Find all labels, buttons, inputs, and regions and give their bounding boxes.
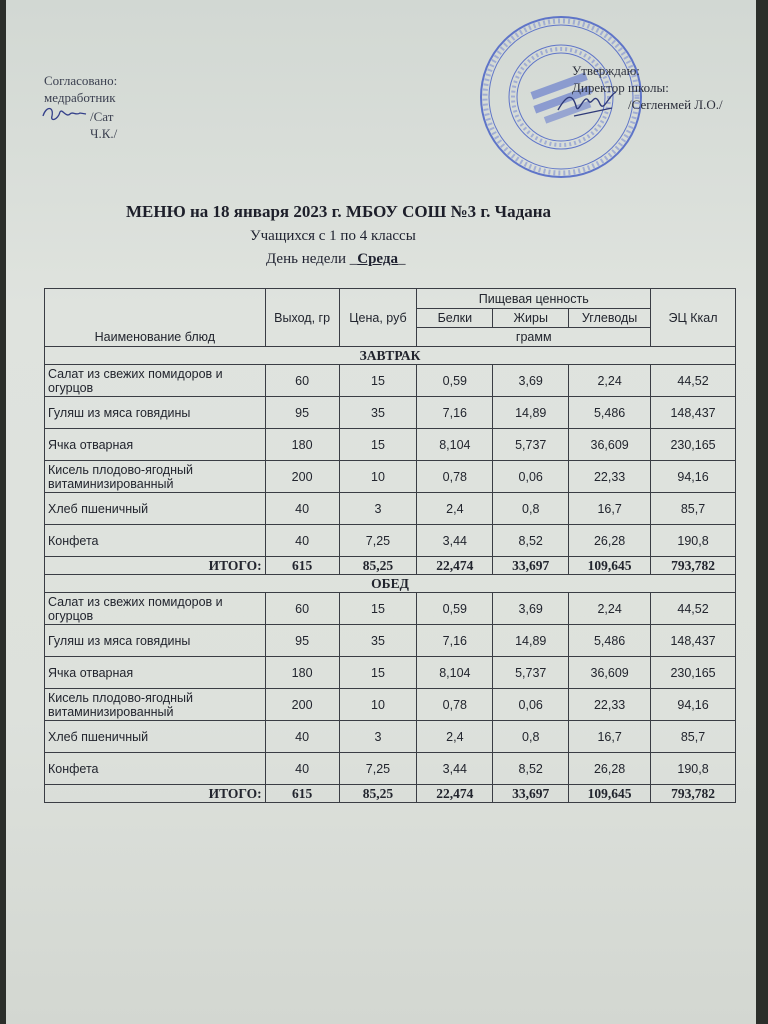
cell-price: 15	[339, 657, 417, 689]
cell-proteins: 3,44	[417, 753, 493, 785]
dish-name: Ячка отварная	[45, 657, 266, 689]
cell-fats: 8,52	[493, 753, 569, 785]
total-output: 615	[265, 557, 339, 575]
cell-kcal: 44,52	[651, 365, 736, 397]
cell-kcal: 85,7	[651, 721, 736, 753]
cell-output: 95	[265, 625, 339, 657]
total-output: 615	[265, 785, 339, 803]
cell-output: 180	[265, 657, 339, 689]
approval-signature-name: /Сат Ч.К./	[90, 109, 118, 141]
cell-output: 200	[265, 461, 339, 493]
dish-name: Хлеб пшеничный	[45, 493, 266, 525]
table-row	[45, 461, 736, 493]
cell-kcal: 44,52	[651, 593, 736, 625]
cell-kcal: 148,437	[651, 625, 736, 657]
cell-proteins: 8,104	[417, 657, 493, 689]
cell-kcal: 230,165	[651, 429, 736, 461]
table-row	[45, 493, 736, 525]
cell-carbs: 16,7	[569, 721, 651, 753]
cell-price: 3	[339, 493, 417, 525]
col-header-fats: Жиры	[493, 309, 569, 328]
total-kcal: 793,782	[651, 557, 736, 575]
approval-label: Согласовано:	[44, 73, 118, 88]
total-proteins: 22,474	[417, 557, 493, 575]
table-row	[45, 657, 736, 689]
cell-fats: 0,06	[493, 689, 569, 721]
cell-output: 95	[265, 397, 339, 429]
total-proteins: 22,474	[417, 785, 493, 803]
total-price: 85,25	[339, 557, 417, 575]
cell-proteins: 8,104	[417, 429, 493, 461]
section-row	[45, 575, 736, 593]
approval-block	[44, 72, 118, 141]
director-signature-icon	[554, 86, 624, 122]
cell-price: 15	[339, 429, 417, 461]
cell-output: 60	[265, 365, 339, 397]
cell-carbs: 5,486	[569, 625, 651, 657]
total-carbs: 109,645	[569, 785, 651, 803]
cell-carbs: 26,28	[569, 525, 651, 557]
cell-proteins: 3,44	[417, 525, 493, 557]
cell-kcal: 230,165	[651, 657, 736, 689]
cell-proteins: 0,59	[417, 365, 493, 397]
dish-name: Салат из свежих помидоров и огурцов	[45, 593, 266, 625]
total-label: ИТОГО:	[45, 785, 266, 803]
approval-signature-row	[44, 106, 118, 141]
col-header-dish-name: Наименование блюд	[45, 289, 266, 347]
cell-price: 35	[339, 397, 417, 429]
dish-name: Конфета	[45, 525, 266, 557]
section-title: ЗАВТРАК	[45, 347, 736, 365]
table-row	[45, 365, 736, 397]
col-header-carbs: Углеводы	[569, 309, 651, 328]
cell-fats: 14,89	[493, 625, 569, 657]
approval-role: медработник	[44, 90, 116, 105]
cell-kcal: 148,437	[651, 397, 736, 429]
cell-price: 15	[339, 593, 417, 625]
total-row	[45, 785, 736, 803]
dish-name: Хлеб пшеничный	[45, 721, 266, 753]
cell-output: 40	[265, 525, 339, 557]
confirmation-role: Директор школы:	[572, 80, 669, 95]
cell-price: 10	[339, 689, 417, 721]
cell-carbs: 2,24	[569, 365, 651, 397]
col-header-output: Выход, гр	[265, 289, 339, 347]
cell-output: 40	[265, 493, 339, 525]
approval-signature-icon	[40, 102, 88, 124]
cell-output: 40	[265, 753, 339, 785]
cell-fats: 8,52	[493, 525, 569, 557]
col-header-energy: ЭЦ Ккал	[651, 289, 736, 347]
cell-carbs: 16,7	[569, 493, 651, 525]
cell-carbs: 26,28	[569, 753, 651, 785]
cell-proteins: 0,78	[417, 689, 493, 721]
col-header-nutrition: Пищевая ценность	[417, 289, 651, 309]
cell-output: 60	[265, 593, 339, 625]
table-row	[45, 625, 736, 657]
confirmation-label: Утверждаю:	[572, 63, 640, 78]
cell-kcal: 190,8	[651, 525, 736, 557]
dish-name: Кисель плодово-ягодный витаминизированный	[45, 689, 266, 721]
dish-name: Конфета	[45, 753, 266, 785]
cell-carbs: 36,609	[569, 657, 651, 689]
cell-kcal: 190,8	[651, 753, 736, 785]
cell-price: 7,25	[339, 753, 417, 785]
total-fats: 33,697	[493, 785, 569, 803]
dish-name: Салат из свежих помидоров и огурцов	[45, 365, 266, 397]
col-header-unit: грамм	[417, 328, 651, 347]
col-header-proteins: Белки	[417, 309, 493, 328]
cell-price: 7,25	[339, 525, 417, 557]
weekday-suffix: _	[397, 251, 406, 267]
cell-fats: 5,737	[493, 657, 569, 689]
weekday-prefix: День недели _	[266, 251, 358, 267]
total-kcal: 793,782	[651, 785, 736, 803]
total-row	[45, 557, 736, 575]
cell-proteins: 2,4	[417, 493, 493, 525]
table-row	[45, 689, 736, 721]
confirmation-signature-name: /Сегленмей Л.О./	[628, 97, 723, 112]
cell-fats: 0,06	[493, 461, 569, 493]
table-row	[45, 429, 736, 461]
menu-table-body	[45, 347, 736, 803]
cell-proteins: 7,16	[417, 397, 493, 429]
cell-fats: 3,69	[493, 365, 569, 397]
cell-carbs: 22,33	[569, 689, 651, 721]
total-price: 85,25	[339, 785, 417, 803]
cell-carbs: 2,24	[569, 593, 651, 625]
cell-fats: 0,8	[493, 493, 569, 525]
cell-carbs: 36,609	[569, 429, 651, 461]
total-label: ИТОГО:	[45, 557, 266, 575]
total-fats: 33,697	[493, 557, 569, 575]
cell-output: 180	[265, 429, 339, 461]
cell-proteins: 0,78	[417, 461, 493, 493]
cell-carbs: 22,33	[569, 461, 651, 493]
weekday-line	[266, 251, 405, 268]
dish-name: Гуляш из мяса говядины	[45, 625, 266, 657]
cell-kcal: 85,7	[651, 493, 736, 525]
cell-price: 10	[339, 461, 417, 493]
cell-fats: 0,8	[493, 721, 569, 753]
cell-proteins: 7,16	[417, 625, 493, 657]
section-row	[45, 347, 736, 365]
weekday-name: Среда	[357, 251, 398, 267]
cell-kcal: 94,16	[651, 689, 736, 721]
cell-carbs: 5,486	[569, 397, 651, 429]
cell-proteins: 2,4	[417, 721, 493, 753]
students-line: Учащихся с 1 по 4 классы	[250, 228, 416, 244]
section-title: ОБЕД	[45, 575, 736, 593]
cell-output: 40	[265, 721, 339, 753]
total-carbs: 109,645	[569, 557, 651, 575]
dish-name: Гуляш из мяса говядины	[45, 397, 266, 429]
dish-name: Ячка отварная	[45, 429, 266, 461]
col-header-price: Цена, руб	[339, 289, 417, 347]
table-row	[45, 721, 736, 753]
cell-price: 15	[339, 365, 417, 397]
cell-output: 200	[265, 689, 339, 721]
cell-fats: 14,89	[493, 397, 569, 429]
table-row	[45, 525, 736, 557]
cell-price: 3	[339, 721, 417, 753]
table-row	[45, 397, 736, 429]
cell-fats: 5,737	[493, 429, 569, 461]
table-row	[45, 753, 736, 785]
cell-price: 35	[339, 625, 417, 657]
dish-name: Кисель плодово-ягодный витаминизированный	[45, 461, 266, 493]
cell-fats: 3,69	[493, 593, 569, 625]
table-row	[45, 593, 736, 625]
cell-kcal: 94,16	[651, 461, 736, 493]
menu-title: МЕНЮ на 18 января 2023 г. МБОУ СОШ №3 г. Чадана	[126, 202, 552, 221]
menu-table	[44, 288, 736, 803]
cell-proteins: 0,59	[417, 593, 493, 625]
document-sheet	[6, 0, 756, 1024]
